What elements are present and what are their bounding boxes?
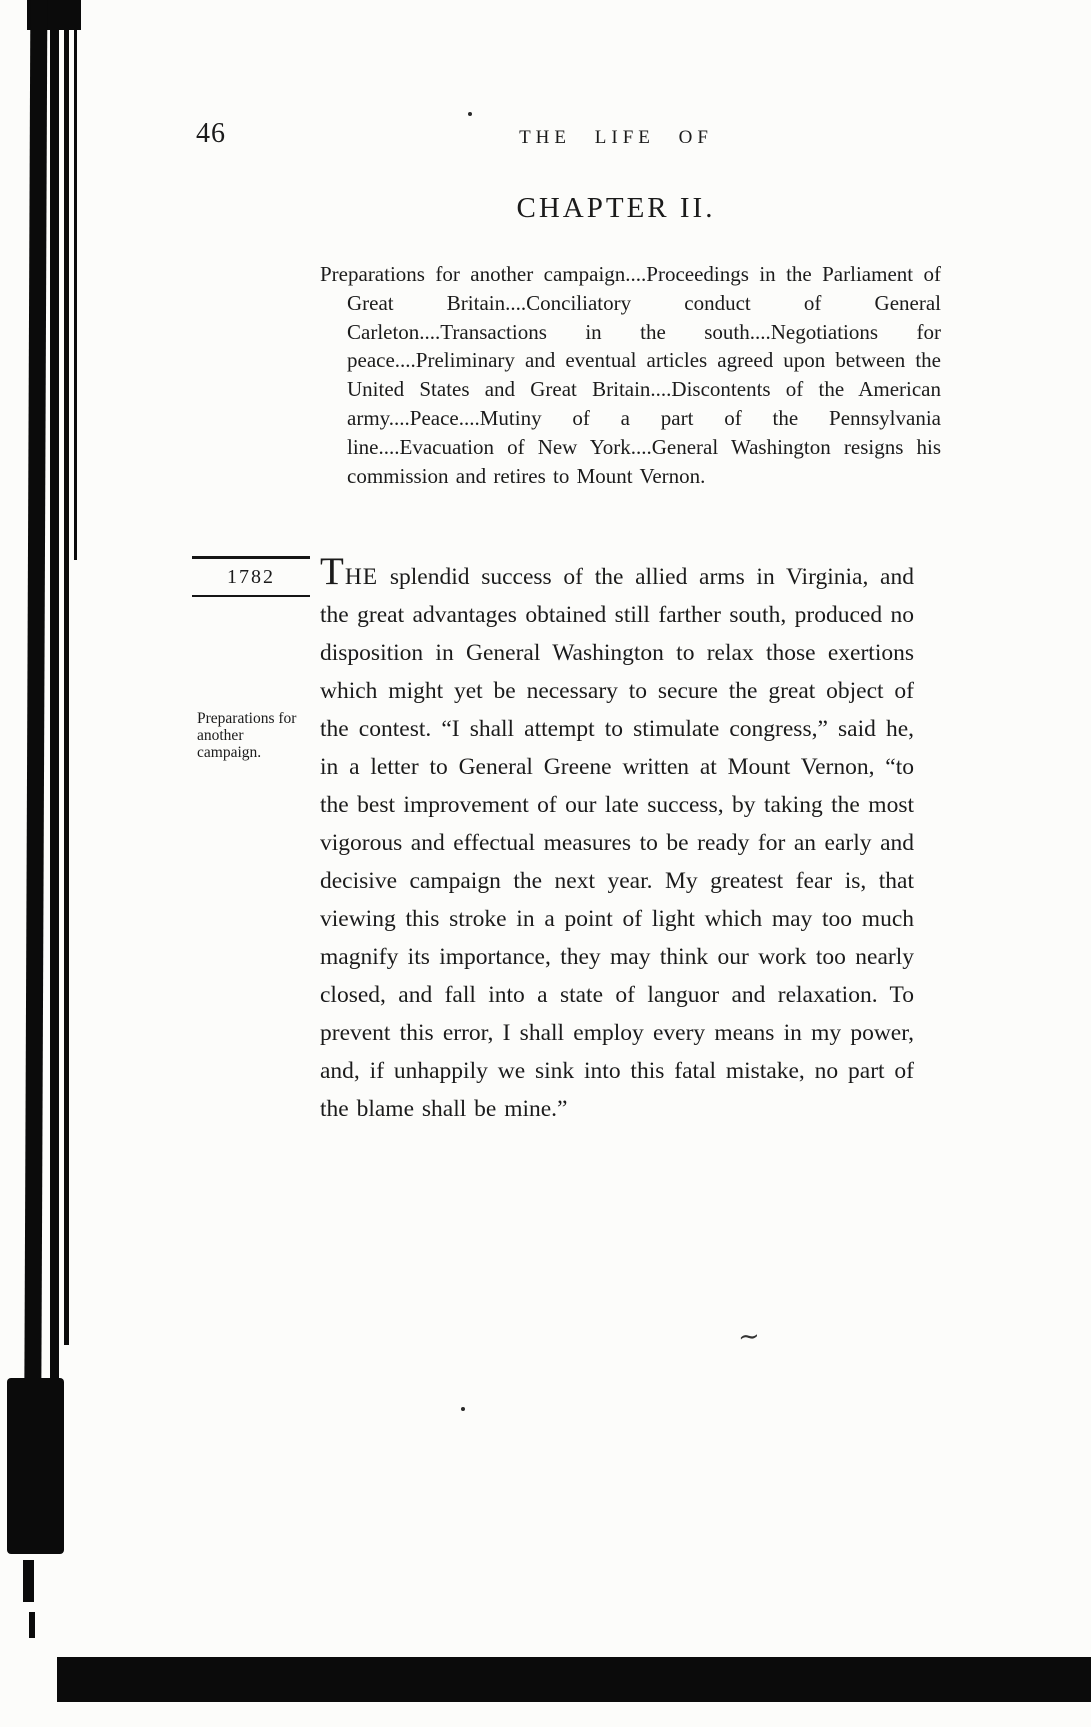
scan-gutter-stripe — [50, 0, 59, 1540]
running-head: THE LIFE OF — [519, 127, 713, 148]
chapter-heading: CHAPTER II. — [516, 192, 716, 224]
scan-gutter-stripe — [24, 0, 48, 1552]
lead-in-caps: HE — [344, 564, 379, 590]
scan-bottom-bar-artifact — [57, 1657, 1091, 1702]
body-text: splendid success of the allied arms in Virginia, and the great advantages obtained still farther south, produced no disposition in General Washington to relax those exertions which might yet be necessary to secure the great object of the contest. “I shall attempt to stimulate congress,” said he, in a letter to General Greene written at Mount Vernon, “to the best improvement of our late success, by taking the most vigorous and effectual measures to be ready for an early and decisive campaign the next year. My greatest fear is, that viewing this stroke in a point of light which may too much magnify its importance, they may think our work too nearly closed, and fall into a state of languor and relaxation. To prevent this error, I shall employ every means in my power, and, if unhappily we sink into this fatal mistake, no part of the blame shall be mine.” — [320, 564, 914, 1122]
scan-gutter-tick — [23, 1560, 34, 1602]
margin-note-sidenote: Preparations for another campaign. — [197, 710, 297, 761]
scan-gutter-blob — [7, 1378, 64, 1554]
drop-cap-initial: T — [320, 550, 345, 593]
scan-speck — [461, 1407, 465, 1411]
body-paragraph — [320, 550, 914, 1128]
scan-squiggle-mark: ~ — [736, 1321, 761, 1353]
scan-gutter-stripe — [74, 0, 77, 560]
margin-note-year: 1782 — [192, 556, 310, 597]
scan-gutter-tick — [29, 1612, 35, 1638]
chapter-synopsis: Preparations for another campaign....Proceedings in the Parliament of Great Britain....Conciliatory conduct of General Carleton....Transactions in the south....Negotiations for peace....Preliminary and eventual articles agreed upon between the United States and Great Britain....Discontents of the American army....Peace....Mutiny of a part of the Pennsylvania line....Evacuation of New York....General Washington resigns his commission and retires to Mount Vernon. — [320, 262, 941, 488]
scan-speck — [468, 112, 472, 116]
scan-gutter-stripe — [64, 0, 69, 1345]
page-number: 46 — [196, 118, 226, 149]
